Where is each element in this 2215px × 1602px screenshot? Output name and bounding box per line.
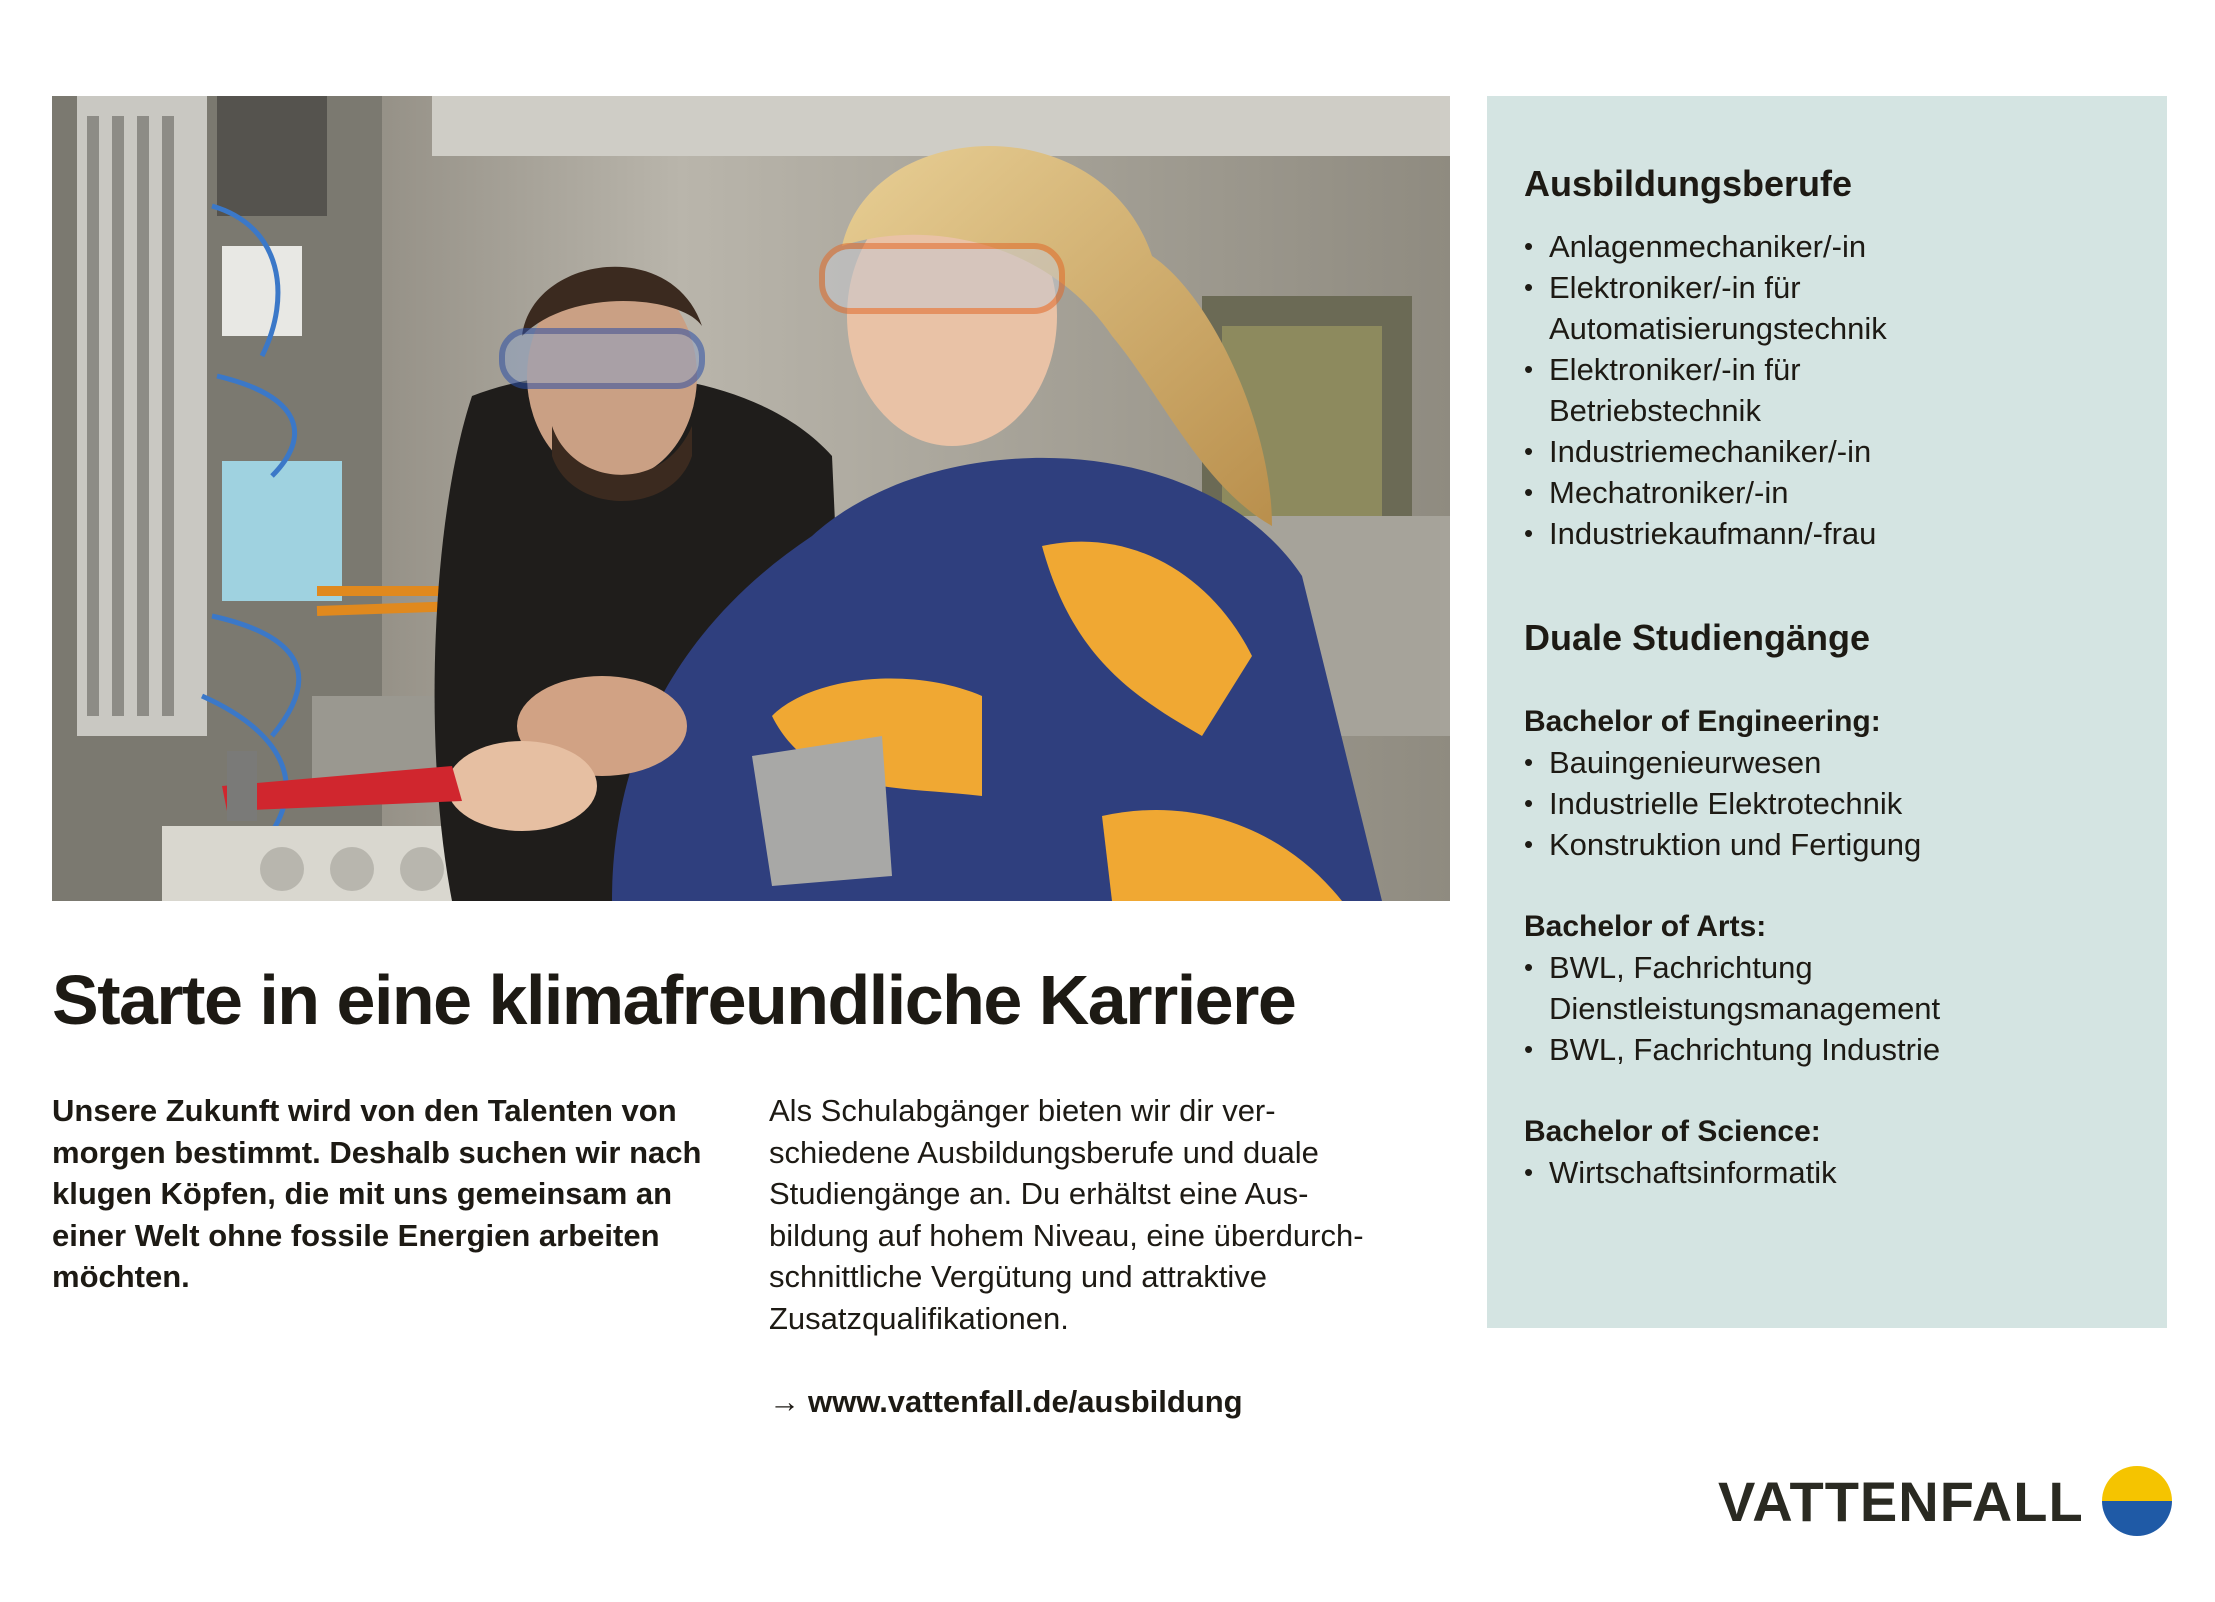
website-link-text: www.vattenfall.de/ausbildung <box>808 1384 1243 1419</box>
list-item <box>1524 742 2131 783</box>
website-link[interactable] <box>769 1381 1243 1423</box>
dual-studies-title: Duale Studiengänge <box>1524 617 1871 658</box>
list-item <box>1524 349 2131 431</box>
logo-mark-icon <box>2102 1466 2172 1536</box>
science-list <box>1524 1152 2131 1193</box>
arts-heading: Bachelor of Arts: <box>1524 910 1767 943</box>
list-item <box>1524 226 2131 267</box>
list-item-text: Wirtschaftsinformatik <box>1549 1155 1837 1190</box>
body-line: schiedene Ausbildungsberufe und duale <box>769 1134 1319 1170</box>
list-item <box>1524 513 2131 554</box>
list-item <box>1524 824 2131 865</box>
engineering-list <box>1524 742 2131 865</box>
list-item-text: Elektroniker/-in für <box>1549 270 1801 305</box>
list-item-text: BWL, Fachrichtung <box>1549 950 1813 985</box>
body-line: bildung auf hohem Niveau, eine überdurch- <box>769 1217 1364 1253</box>
list-item <box>1524 1029 2131 1070</box>
science-heading: Bachelor of Science: <box>1524 1115 1821 1148</box>
vattenfall-logo <box>1718 1466 2172 1536</box>
hero-photo <box>52 96 1450 901</box>
intro-text: Unsere Zukunft wird von den Talenten von morgen bestimmt. Deshalb suchen wir nach klugen Köpfen, die mit uns gemeinsam an einer Welt ohne fossile Energien arbeiten möchten. <box>52 1093 702 1294</box>
photo-illustration <box>52 96 1450 901</box>
list-item-text: Industriekaufmann/-frau <box>1549 516 1877 551</box>
list-item <box>1524 431 2131 472</box>
arts-list <box>1524 947 2131 1070</box>
ausbildung-list <box>1524 226 2131 554</box>
list-item-text: Industriemechaniker/-in <box>1549 434 1872 469</box>
list-item-text: Anlagenmechaniker/-in <box>1549 229 1867 264</box>
list-item-text: Betriebstechnik <box>1549 393 1761 428</box>
list-item <box>1524 472 2131 513</box>
list-item-text: BWL, Fachrichtung Industrie <box>1549 1032 1941 1067</box>
body-line: Studiengänge an. Du erhältst eine Aus- <box>769 1176 1309 1211</box>
list-item-text: Industrielle Elektrotechnik <box>1549 786 1903 821</box>
arrow-right-icon: → <box>769 1384 800 1419</box>
engineering-heading: Bachelor of Engineering: <box>1524 705 1881 738</box>
list-item <box>1524 783 2131 824</box>
list-item-text: Dienstleistungsmanagement <box>1549 991 1941 1026</box>
ausbildung-title: Ausbildungsberufe <box>1524 163 1853 204</box>
body-line: schnittliche Vergütung und attraktive <box>769 1259 1268 1294</box>
list-item <box>1524 1152 2131 1193</box>
list-item <box>1524 267 2131 349</box>
programs-panel <box>1487 96 2167 1328</box>
body-line: Als Schulabgänger bieten wir dir ver- <box>769 1093 1276 1128</box>
list-item-text: Mechatroniker/-in <box>1549 475 1789 510</box>
body-text-column <box>769 1090 1459 1423</box>
list-item <box>1524 947 2131 1029</box>
list-item-text: Automatisierungstechnik <box>1549 311 1887 346</box>
list-item-text: Bauingenieurwesen <box>1549 745 1822 780</box>
logo-wordmark: VATTENFALL <box>1718 1469 2084 1533</box>
list-item-text: Konstruktion und Fertigung <box>1549 827 1922 862</box>
headline: Starte in eine klimafreundliche Karriere <box>52 961 1296 1039</box>
body-paragraph <box>769 1090 1459 1339</box>
list-item-text: Elektroniker/-in für <box>1549 352 1801 387</box>
body-line: Zusatzqualifikationen. <box>769 1300 1069 1336</box>
